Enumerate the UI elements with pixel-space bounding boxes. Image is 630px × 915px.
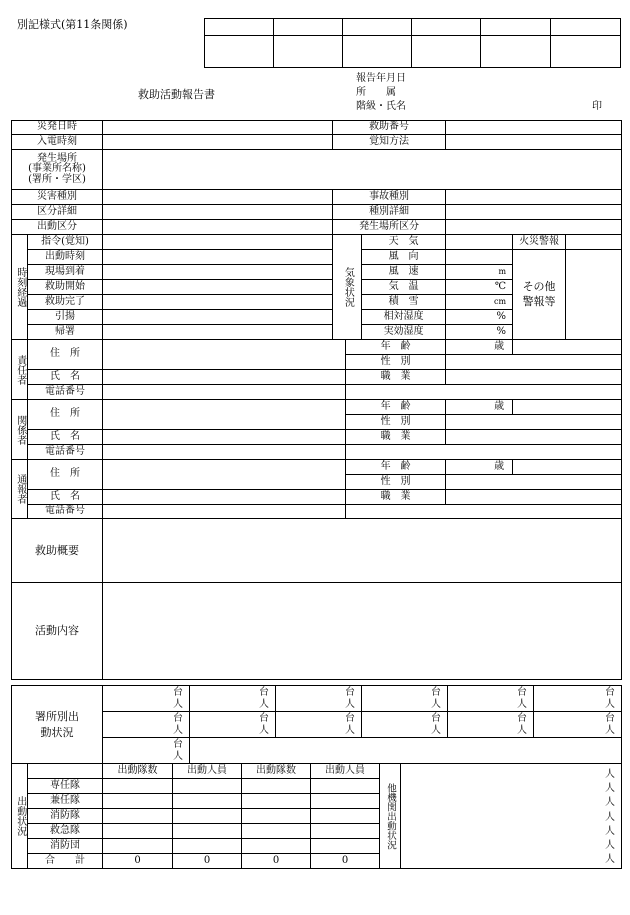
weather-item-label: 風 速 (362, 265, 446, 280)
unit-dai: 台 (173, 712, 183, 724)
related-age-unit[interactable]: 歳 (446, 400, 513, 415)
time-item-field[interactable] (103, 295, 333, 310)
related-blank[interactable] (346, 445, 622, 460)
related-label: 関係者 (12, 400, 28, 460)
related-address-field[interactable] (103, 400, 346, 430)
other-agencies-label: 他機関出動状況 (380, 764, 401, 869)
unit-cell[interactable] (242, 794, 311, 809)
unit-cell[interactable] (173, 794, 242, 809)
unit-dai: 台 (605, 712, 615, 724)
reporter-name-field[interactable] (103, 490, 346, 505)
weather-unit-eh[interactable]: % (446, 325, 513, 340)
reporter-name-label: 氏 名 (28, 490, 103, 505)
stamp-cell[interactable] (551, 19, 621, 36)
unit-row-label: 専任隊 (28, 779, 103, 794)
location-field[interactable] (103, 150, 622, 190)
stamp-cell[interactable] (481, 19, 551, 36)
reporter-label: 通報者 (12, 460, 28, 519)
weather-unit-snow[interactable]: cm (446, 295, 513, 310)
stamp-cell[interactable] (274, 36, 343, 68)
unit-dai: 台 (431, 712, 441, 724)
detection-method-label: 覚知方法 (333, 135, 446, 150)
time-item-field[interactable] (103, 265, 333, 280)
time-item-label: 救助完了 (28, 295, 103, 310)
station-cell[interactable] (534, 712, 622, 738)
total-value: 0 (173, 854, 242, 869)
unit-cell[interactable] (103, 809, 173, 824)
station-cell[interactable] (103, 686, 190, 712)
time-item-label: 帰署 (28, 325, 103, 340)
total-row-label: 合 計 (28, 854, 103, 869)
time-item-field[interactable] (103, 310, 333, 325)
reporter-phone-label: 電話番号 (28, 505, 103, 519)
section-detail-label: 区分詳細 (12, 205, 103, 220)
related-phone-field[interactable] (103, 445, 346, 460)
unit-cell[interactable] (311, 824, 380, 839)
reporter-phone-field[interactable] (103, 505, 346, 519)
responsible-age-unit[interactable]: 歳 (446, 340, 513, 355)
section-detail-field[interactable] (103, 205, 333, 220)
weather-item-label: 風 向 (362, 250, 446, 265)
approval-stamp-grid (204, 18, 621, 68)
person-unit: 人 (605, 839, 615, 851)
unit-dai: 台 (173, 738, 183, 750)
rescue-number-label: 救助番号 (333, 121, 446, 135)
related-occupation-field[interactable] (446, 430, 622, 445)
disaster-type-label: 災害種別 (12, 190, 103, 205)
weather-unit-speed[interactable]: m (446, 265, 513, 280)
responsible-name-label: 氏 名 (28, 370, 103, 385)
reporter-address-label: 住 所 (28, 460, 103, 490)
station-cell[interactable] (103, 712, 190, 738)
responsible-sex-field[interactable] (446, 355, 622, 370)
unit-nin: 人 (517, 698, 527, 710)
stamp-cell[interactable] (551, 36, 621, 68)
related-occupation-label: 職 業 (346, 430, 446, 445)
time-item-field[interactable] (103, 250, 333, 265)
rank-name-label: 階級・氏名 (356, 101, 406, 112)
location-label (12, 150, 103, 190)
reporter-address-field[interactable] (103, 460, 346, 490)
call-time-field[interactable] (103, 135, 333, 150)
other-warnings-field[interactable] (566, 250, 622, 340)
unit-cell[interactable] (242, 809, 311, 824)
unit-nin: 人 (259, 724, 269, 736)
related-sex-field[interactable] (446, 415, 622, 430)
station-dispatch-table (11, 685, 622, 764)
total-value: 0 (311, 854, 380, 869)
responsible-sex-label: 性 別 (346, 355, 446, 370)
weather-item-label: 気 温 (362, 280, 446, 295)
unit-cell[interactable] (103, 794, 173, 809)
stamp-cell[interactable] (343, 36, 412, 68)
accident-type-label: 事故種別 (333, 190, 446, 205)
reporter-age-unit[interactable]: 歳 (446, 460, 513, 475)
activity-content-label: 活動内容 (12, 583, 103, 680)
rescue-number-field[interactable] (446, 121, 622, 135)
location-label-office: (事業所名称) (28, 163, 86, 175)
form-label: 別記様式(第11条関係) (17, 18, 128, 31)
station-cell[interactable] (276, 712, 362, 738)
responsible-phone-label: 電話番号 (28, 385, 103, 400)
col-units-header: 出動隊数 (103, 764, 173, 779)
other-warnings-label: その他警報等 (513, 250, 566, 340)
person-unit: 人 (605, 769, 615, 780)
unit-cell[interactable] (173, 779, 242, 794)
time-progress-label: 時刻経過 (12, 235, 28, 340)
stamp-cell[interactable] (412, 36, 481, 68)
rescue-summary-label: 救助概要 (12, 519, 103, 583)
unit-cell[interactable] (242, 839, 311, 854)
related-sex-label: 性 別 (346, 415, 446, 430)
stamp-cell[interactable] (205, 19, 274, 36)
related-name-label: 氏 名 (28, 430, 103, 445)
rescue-summary-field[interactable] (103, 519, 622, 583)
unit-cell[interactable] (311, 839, 380, 854)
unit-nin: 人 (345, 724, 355, 736)
related-address-label: 住 所 (28, 400, 103, 430)
unit-cell[interactable] (311, 809, 380, 824)
unit-dai: 台 (517, 686, 527, 698)
weather-item-label: 実効湿度 (362, 325, 446, 340)
dispatch-class-field[interactable] (103, 220, 333, 235)
related-age-extra[interactable] (513, 400, 622, 415)
responsible-name-field[interactable] (103, 370, 346, 385)
disaster-datetime-field[interactable] (103, 121, 333, 135)
time-item-field[interactable] (103, 280, 333, 295)
unit-nin: 人 (173, 750, 183, 762)
dispatch-class-label: 出動区分 (12, 220, 103, 235)
reporter-age-label: 年 齢 (346, 460, 446, 475)
reporter-sex-label: 性 別 (346, 475, 446, 490)
dispatch-status-label: 出動状況 (12, 764, 28, 869)
unit-nin: 人 (173, 698, 183, 710)
stamp-cell[interactable] (412, 19, 481, 36)
type-detail-label: 種別詳細 (333, 205, 446, 220)
location-class-field[interactable] (446, 220, 622, 235)
fire-warning-label: 火災警報 (513, 235, 566, 250)
unit-cell[interactable] (242, 779, 311, 794)
seal-mark: 印 (592, 101, 602, 112)
col-staff-header-2: 出動人員 (311, 764, 380, 779)
activity-content-field[interactable] (103, 583, 622, 680)
unit-nin: 人 (431, 724, 441, 736)
reporter-age-extra[interactable] (513, 460, 622, 475)
station-cell[interactable] (448, 712, 534, 738)
unit-cell[interactable] (242, 824, 311, 839)
station-cell[interactable] (190, 686, 276, 712)
unit-cell[interactable] (173, 824, 242, 839)
station-cell[interactable] (276, 686, 362, 712)
responsible-label: 責任者 (12, 340, 28, 400)
unit-nin: 人 (517, 724, 527, 736)
reporter-sex-field[interactable] (446, 475, 622, 490)
col-units-header-2: 出動隊数 (242, 764, 311, 779)
report-date-label: 報告年月日 (356, 73, 406, 84)
unit-cell[interactable] (103, 839, 173, 854)
location-label-main: 発生場所 (37, 152, 77, 164)
time-item-label: 救助開始 (28, 280, 103, 295)
unit-cell[interactable] (311, 779, 380, 794)
station-cell[interactable] (362, 712, 448, 738)
related-name-field[interactable] (103, 430, 346, 445)
disaster-type-field[interactable] (103, 190, 333, 205)
fire-warning-field[interactable] (566, 235, 622, 250)
time-item-field[interactable] (103, 325, 333, 340)
unit-row-label: 兼任隊 (28, 794, 103, 809)
responsible-occupation-label: 職 業 (346, 370, 446, 385)
unit-dai: 台 (605, 686, 615, 698)
responsible-phone-field[interactable] (103, 385, 346, 400)
time-item-label: 引揚 (28, 310, 103, 325)
station-cell[interactable] (362, 686, 448, 712)
responsible-age-label: 年 齢 (346, 340, 446, 355)
weather-item-field[interactable] (446, 250, 513, 265)
col-staff-header: 出動人員 (173, 764, 242, 779)
related-phone-label: 電話番号 (28, 445, 103, 460)
affiliation-label: 所 属 (356, 87, 396, 98)
unit-nin: 人 (605, 724, 615, 736)
weather-unit-temp[interactable]: ℃ (446, 280, 513, 295)
person-unit: 人 (605, 825, 615, 837)
unit-dai: 台 (517, 712, 527, 724)
unit-dai: 台 (173, 686, 183, 698)
unit-nin: 人 (173, 724, 183, 736)
person-unit: 人 (605, 854, 615, 866)
accident-type-field[interactable] (446, 190, 622, 205)
station-cell[interactable] (103, 738, 190, 764)
page-title: 救助活動報告書 (138, 88, 215, 101)
weather-status-label: 気象状況 (333, 235, 362, 340)
stamp-cell[interactable] (343, 19, 412, 36)
unit-dai: 台 (259, 686, 269, 698)
unit-nin: 人 (345, 698, 355, 710)
person-unit: 人 (605, 783, 615, 795)
location-label-district: (署所・学区) (28, 173, 86, 185)
stamp-cell[interactable] (205, 36, 274, 68)
unit-nin: 人 (259, 698, 269, 710)
unit-cell[interactable] (103, 779, 173, 794)
location-class-label: 発生場所区分 (333, 220, 446, 235)
unit-dai: 台 (345, 712, 355, 724)
weather-item-label: 相対湿度 (362, 310, 446, 325)
station-cell[interactable] (534, 686, 622, 712)
unit-row-label: 消防団 (28, 839, 103, 854)
weather-unit-rh[interactable]: % (446, 310, 513, 325)
unit-cell[interactable] (103, 824, 173, 839)
unit-dai: 台 (431, 686, 441, 698)
station-blank[interactable] (190, 738, 622, 764)
other-agencies-field[interactable] (401, 764, 622, 869)
responsible-age-extra[interactable] (513, 340, 622, 355)
rescue-report-form (11, 120, 622, 680)
detection-method-field[interactable] (446, 135, 622, 150)
weather-item-field[interactable] (446, 235, 513, 250)
stamp-cell[interactable] (274, 19, 343, 36)
unit-row-label: 消防隊 (28, 809, 103, 824)
responsible-blank[interactable] (346, 385, 622, 400)
disaster-datetime-label: 災発日時 (12, 121, 103, 135)
call-time-label: 入電時刻 (12, 135, 103, 150)
time-item-label: 出動時刻 (28, 250, 103, 265)
reporter-occupation-field[interactable] (446, 490, 622, 505)
station-dispatch-label: 署所別出動状況 (12, 686, 103, 764)
type-detail-field[interactable] (446, 205, 622, 220)
person-unit: 人 (605, 811, 615, 823)
unit-dai: 台 (259, 712, 269, 724)
time-item-field[interactable] (103, 235, 333, 250)
time-item-label: 指令(覚知) (28, 235, 103, 250)
person-unit: 人 (605, 797, 615, 809)
unit-dai: 台 (345, 686, 355, 698)
unit-nin: 人 (431, 698, 441, 710)
unit-cell[interactable] (173, 839, 242, 854)
stamp-cell[interactable] (481, 36, 551, 68)
station-cell[interactable] (190, 712, 276, 738)
dispatch-status-table (11, 763, 622, 869)
total-value: 0 (103, 854, 173, 869)
related-age-label: 年 齢 (346, 400, 446, 415)
total-value: 0 (242, 854, 311, 869)
unit-row-label: 救急隊 (28, 824, 103, 839)
weather-item-label: 積 雪 (362, 295, 446, 310)
responsible-address-field[interactable] (103, 340, 346, 370)
responsible-occupation-field[interactable] (446, 370, 622, 385)
unit-nin: 人 (605, 698, 615, 710)
responsible-address-label: 住 所 (28, 340, 103, 370)
time-item-label: 現場到着 (28, 265, 103, 280)
reporter-blank[interactable] (346, 505, 622, 519)
unit-cell[interactable] (311, 794, 380, 809)
reporter-occupation-label: 職 業 (346, 490, 446, 505)
dispatch-header-blank (28, 764, 103, 779)
weather-item-label: 天 気 (362, 235, 446, 250)
station-cell[interactable] (448, 686, 534, 712)
unit-cell[interactable] (173, 809, 242, 824)
